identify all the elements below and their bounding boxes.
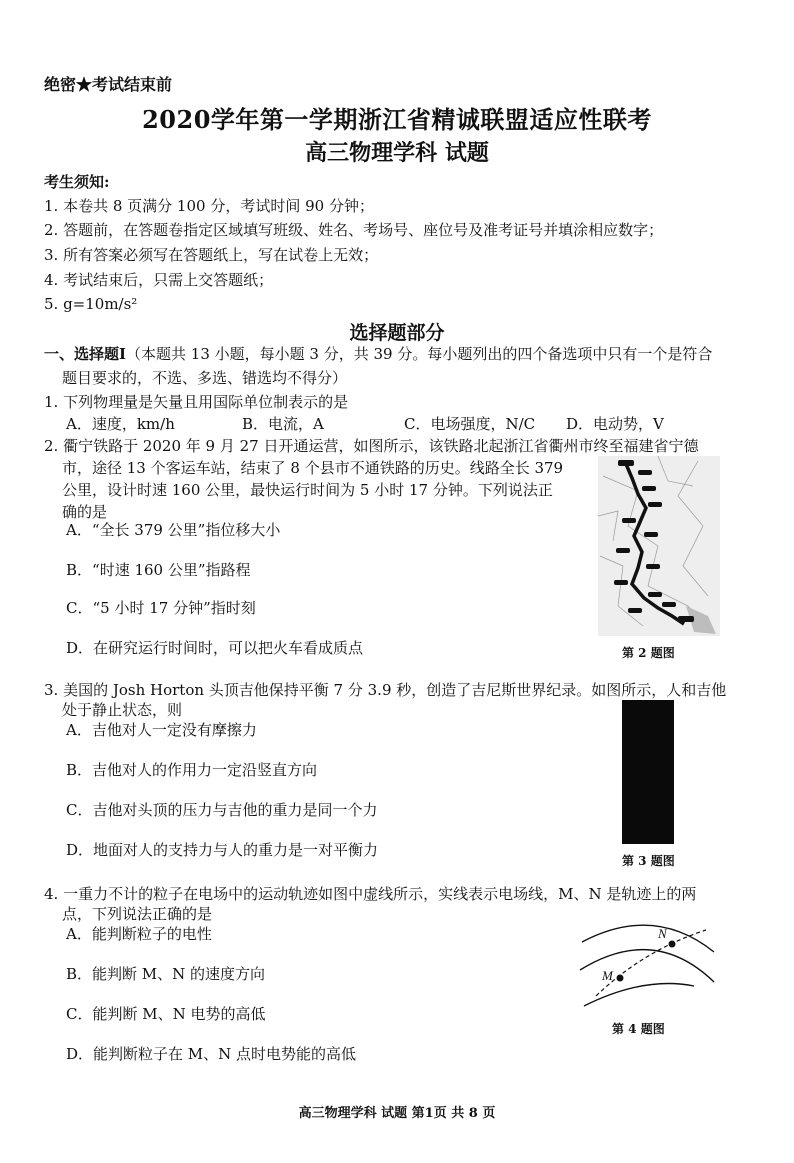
electric-field-figure (574, 910, 720, 1010)
q2-stem: 确的是 (62, 503, 108, 521)
q3-stem: 3. 美国的 Josh Horton 头顶吉他保持平衡 7 分 3.9 秒，创造了吉尼斯世界纪录。如图所示，人和吉他 (44, 681, 727, 699)
guitar-photo-figure (622, 700, 674, 844)
q4-option-d: D．能判断粒子在 M、N 点时电势能的高低 (66, 1045, 357, 1063)
notice-heading: 考生须知: (44, 173, 110, 191)
q2-option-b: B．“时速 160 公里”指路程 (66, 561, 251, 579)
point-n-label: N (658, 926, 667, 941)
q4-option-c: C．能判断 M、N 电势的高低 (66, 1005, 266, 1023)
part-heading (44, 344, 712, 365)
part-desc: （本题共 13 小题，每小题 3 分，共 39 分。每小题列出的四个备选项中只有一个是符合 (126, 345, 713, 363)
figure-3-caption: 第 3 题图 (622, 854, 675, 868)
figure-4-caption: 第 4 题图 (612, 1022, 665, 1036)
q1-option-c: C．电场强度，N/C (404, 415, 536, 433)
q4-option-a: A．能判断粒子的电性 (66, 925, 212, 943)
q3-stem: 处于静止状态，则 (62, 701, 183, 719)
notice-item: 1. 本卷共 8 页满分 100 分，考试时间 90 分钟； (44, 197, 374, 215)
q1-stem: 1. 下列物理量是矢量且用国际单位制表示的是 (44, 393, 349, 411)
q4-option-b: B．能判断 M、N 的速度方向 (66, 965, 266, 983)
q2-stem: 2. 衢宁铁路于 2020 年 9 月 27 日开通运营，如图所示，该铁路北起浙江省衢州市终至福建省宁德 (44, 437, 699, 455)
exam-title: 2020学年第一学期浙江省精诚联盟适应性联考 (142, 105, 652, 134)
q2-option-d: D．在研究运行时间时，可以把火车看成质点 (66, 639, 364, 657)
exam-subtitle: 高三物理学科 试题 (305, 140, 489, 166)
q4-stem-text: 4. 一重力不计的粒子在电场中的运动轨迹如图中虚线所示，实线表示电场线，M、N 是轨迹上的两 (44, 885, 697, 903)
q2-stem: 市，途径 13 个客运车站，结束了 8 个县市不通铁路的历史。线路全长 379 (62, 459, 564, 477)
q1-option-a: A．速度，km/h (66, 415, 175, 433)
part-label: 一、选择题Ⅰ (44, 345, 127, 363)
notice-item: 5. g=10m/s² (44, 295, 138, 313)
part-desc-cont: 题目要求的，不选、多选、错选均不得分） (62, 369, 348, 387)
q4-stem: 点，下列说法正确的是 (62, 905, 213, 923)
point-m-label: M (602, 968, 613, 983)
notice-item: 4. 考试结束后，只需上交答题纸； (44, 271, 274, 289)
q4-stem (44, 884, 696, 905)
railway-map-figure (598, 456, 720, 636)
notice-item: 3. 所有答案必须写在答题纸上，写在试卷上无效； (44, 246, 379, 264)
q1-option-b: B．电流，A (242, 415, 324, 433)
secret-mark: 绝密★考试结束前 (44, 75, 173, 94)
q3-option-c: C．吉他对头顶的压力与吉他的重力是同一个力 (66, 801, 378, 819)
q3-option-d: D．地面对人的支持力与人的重力是一对平衡力 (66, 841, 379, 859)
notice-item: 2. 答题前，在答题卷指定区域填写班级、姓名、考场号、座位号及准考证号并填涂相应数字； (44, 221, 664, 239)
q2-option-a: A．“全长 379 公里”指位移大小 (66, 521, 281, 539)
q2-stem: 公里，设计时速 160 公里，最快运行时间为 5 小时 17 分钟。下列说法正 (62, 481, 553, 499)
figure-2-caption: 第 2 题图 (622, 646, 675, 660)
q3-option-a: A．吉他对人一定没有摩擦力 (66, 721, 257, 739)
section-title: 选择题部分 (349, 322, 445, 344)
q1-option-d: D．电动势，V (566, 415, 664, 433)
q3-option-b: B．吉他对人的作用力一定沿竖直方向 (66, 761, 318, 779)
page-footer: 高三物理学科 试题 第1页 共 8 页 (298, 1106, 496, 1121)
q2-option-c: C．“5 小时 17 分钟”指时刻 (66, 599, 256, 617)
